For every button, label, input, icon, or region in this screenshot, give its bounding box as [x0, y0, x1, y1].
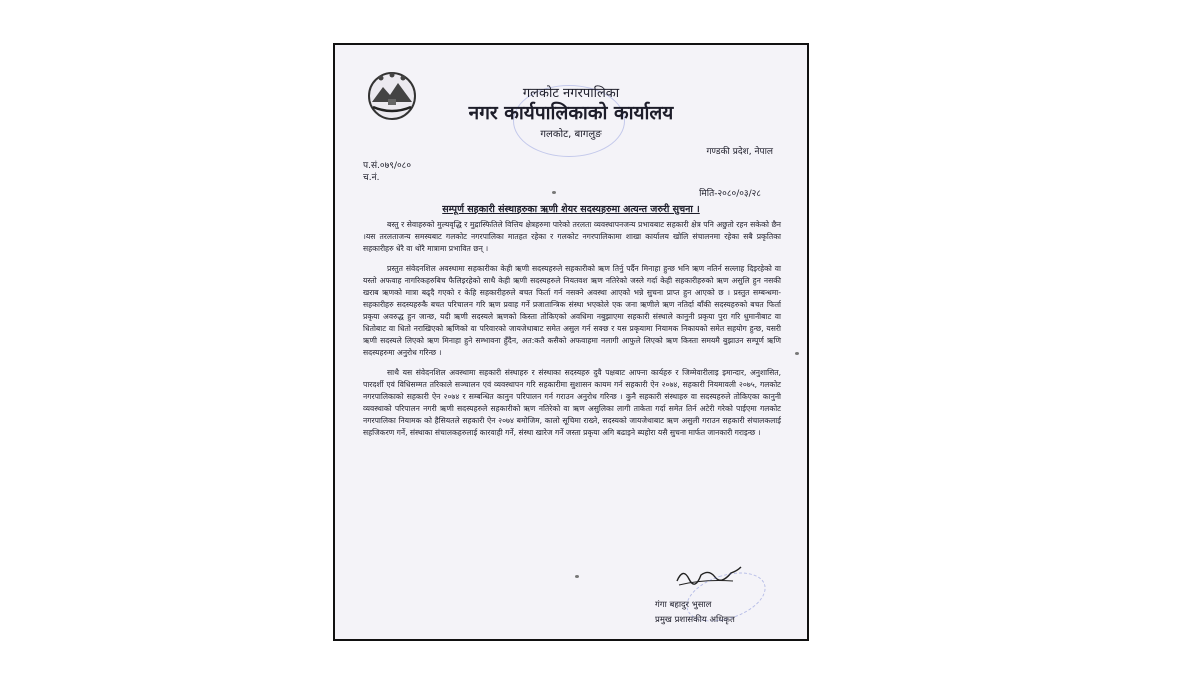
ink-speck: [795, 352, 799, 355]
paragraph: साथै यस संवेदनशिल अवस्थामा सहकारी संस्थाहरु र संस्थाका सदस्यहरु दुवै पक्षबाट आफ्ना कार्यहरु र जिम्मेवारीलाइ इमान्दार, अनुशासित, पारदर्शी एवं विधिसम्मत तरिकाले सञ्चालन एवं व्यवस्थापन गरि सहकारीमा सुशासन कायम गर्न सहकारी ऐन २०७४, सहकारी नियमावली २०७५, गलकोट नगरपालिकाको सहकारी ऐन २०७४ र सम्बन्धित कानुन परिपालन गर्न गराउन अनुरोध गरिन्छ । कुनै सहकारी संस्थाहरु वा सदस्यहरुले तोकिएका कानुनी व्यवस्थाको परिपालन नगरी ऋणी सदस्यहरुले सहकारीको ऋण नतिरेको वा ऋण असुलिका लागी ताकेता गर्दा समेत तिर्न अटेरी गरेको पाईएमा गलकोट नगरपालिका नियामक को हैसियतले सहकारी ऐन २०७४ बमोजिम, कालो सूचिमा राख्ने, सदस्यको जायजेथाबाट ऋण असुली गराउन सहकारी संचालकलाई सहजिकरण गर्ने, संस्थाका संचालकहरुलाई कारवाही गर्ने, संस्था खारेज गर्ने जस्ता प्रकृया अगि बढाइने ब्यहोरा यसै सुचना मार्फत जानकारी गराइन्छ ।: [363, 368, 781, 437]
province-text: गण्डकी प्रदेश, नेपाल: [706, 147, 773, 157]
paragraph: प्रस्तुत संवेदनशिल अवस्थामा सहकारीका केही ऋणी सदस्यहरुले सहकारीको ऋण तिर्नु पर्दैन मिनाहा हुन्छ भनि ऋण नतिर्न सल्लाह दिइरहेको वा यस्तो अफवाह नागरिकहरुबिच फैलिइरहेको साथै केही ऋणी सदस्यहरुले नियतवश ऋण नतिरेको जस्ले गर्दा केही सहकारीहरुको ऋण असुलि हुन नसकी खराब ऋणको मात्रा बढ्दै गएको र केहि सहकारीहरुले बचत फिर्ता गर्न नसक्ने अवस्था आएको भन्ने सुचना प्राप्त हुन आएको छ । प्रस्तुत सम्बन्धमा-सहकारीहरु सदस्यहरुकै बचत परिचालन गरि ऋण प्रवाह गर्ने प्रजातान्त्रिक संस्था भएकोले एक जना ऋणीले ऋण नतिर्दा बाँकी सदस्यहरुको बचत फिर्ता प्रकृया अवरुद्ध हुन जान्छ, यदी ऋणी सदस्यले ऋणको किस्ता तोकिएको अवधिमा नबुझाएमा सहकारी संस्थाले कानुनी प्रकृया पुरा गरि धुमानीबाट वा धितोबाट वा धितो नराखिएको ऋणिको वा परिवारको जायजेथाबाट समेत असुल गर्न सक्छ र यस प्रकृयामा नियामक निकायको समेत सहयोग हुन्छ, यसरी ऋणी सदस्यले लिएको ऋण मिनाहा हुने सम्भावना हुँदैन, अत:कतै कसैको अफवाहमा नलागी आफुले लिएको ऋण किस्ता समयमै बुझाउन सम्पूर्ण ऋणि सदस्यहरुमा अनुरोध गरिन्छ ।: [363, 264, 781, 357]
office-title: नगर कार्यपालिकाको कार्यालय: [468, 102, 674, 124]
dispatch-number: च.नं.: [363, 173, 380, 183]
signatory-title: प्रमुख प्रशासकीय अधिकृत: [655, 615, 735, 625]
paragraph: बस्तु र सेवाहरुको मुल्यवृद्धि र मुद्रास्फितिले वित्तिय क्षेत्रहरुमा पारेको तरलता व्यवस्थापनजन्य प्रभावबाट सहकारी क्षेत्र पनि अछुतो रहन सकेको छैन ।यस तरलताजन्य समस्यबाट गलकोट नगरपालिका मातहत रहेका र गलकोट नगरपालिकामा शाखा कार्यालय खोलि संचालनमा रहेका सबै प्रकृतिका सहकारीहरु धेरै वा थोरै मात्रामा प्रभावित छन् ।: [363, 220, 781, 253]
office-address: गलकोट, बागलुङ: [540, 129, 602, 140]
fiscal-reference: प.सं.०७९/०८०: [363, 161, 412, 171]
letter-body: [363, 219, 781, 447]
signatory-name: गंगा बहादुर भुसाल: [655, 600, 712, 610]
municipality-name: गलकोट नगरपालिका: [522, 86, 620, 101]
letter-page: [333, 43, 809, 641]
letter-subject: सम्पूर्ण सहकारी संस्थाहरुका ऋणी शेयर सदस्यहरुमा अत्यन्त जरुरी सुचना ।: [442, 204, 700, 215]
ink-speck: [552, 191, 556, 194]
ink-speck: [575, 575, 579, 578]
letter-date: मिति-२०८०/०३/२८: [699, 189, 761, 199]
